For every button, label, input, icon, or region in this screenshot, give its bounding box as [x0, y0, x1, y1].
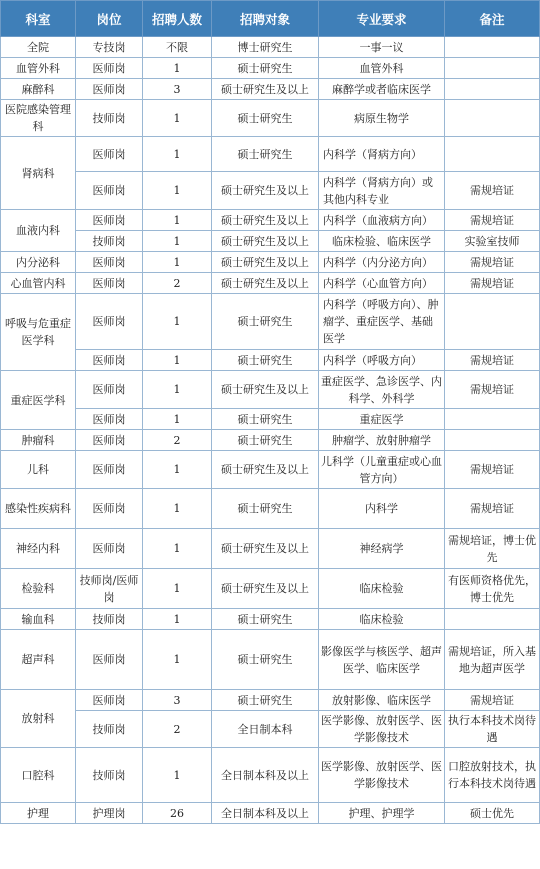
cell-target: 硕士研究生及以上 [212, 273, 319, 294]
cell-department: 输血科 [1, 609, 76, 630]
cell-headcount: 1 [143, 609, 212, 630]
header-row [1, 1, 540, 37]
cell-major: 一事一议 [319, 37, 445, 58]
table-row [1, 58, 540, 79]
cell-position: 医师岗 [76, 630, 143, 690]
cell-major: 临床检验 [319, 569, 445, 609]
cell-notes: 口腔放射技术，执行本科技术岗待遇 [445, 748, 540, 803]
cell-position: 技师岗 [76, 100, 143, 137]
cell-target: 硕士研究生 [212, 690, 319, 711]
cell-headcount: 1 [143, 231, 212, 252]
cell-target: 硕士研究生 [212, 350, 319, 371]
cell-headcount: 3 [143, 79, 212, 100]
cell-target: 全日制本科及以上 [212, 803, 319, 824]
cell-headcount: 1 [143, 371, 212, 409]
cell-department: 重症医学科 [1, 371, 76, 430]
table-row [1, 529, 540, 569]
cell-department: 内分泌科 [1, 252, 76, 273]
cell-department: 呼吸与危重症医学科 [1, 294, 76, 371]
cell-major: 内科学 [319, 489, 445, 529]
cell-position: 医师岗 [76, 273, 143, 294]
cell-major: 重症医学、急诊医学、内科学、外科学 [319, 371, 445, 409]
cell-department: 肾病科 [1, 137, 76, 210]
cell-target: 硕士研究生及以上 [212, 79, 319, 100]
cell-notes [445, 37, 540, 58]
cell-headcount: 26 [143, 803, 212, 824]
table-row [1, 210, 540, 231]
table-row [1, 748, 540, 803]
cell-position: 医师岗 [76, 294, 143, 350]
cell-major: 护理、护理学 [319, 803, 445, 824]
table-row [1, 489, 540, 529]
cell-target: 硕士研究生及以上 [212, 210, 319, 231]
cell-position: 医师岗 [76, 430, 143, 451]
cell-department: 感染性疾病科 [1, 489, 76, 529]
cell-department: 口腔科 [1, 748, 76, 803]
header-target: 招聘对象 [212, 1, 319, 37]
cell-notes: 需规培证 [445, 252, 540, 273]
cell-major: 内科学（心血管方向） [319, 273, 445, 294]
cell-position: 技师岗/医师岗 [76, 569, 143, 609]
cell-target: 全日制本科 [212, 711, 319, 748]
cell-notes: 需规培证 [445, 371, 540, 409]
cell-major: 血管外科 [319, 58, 445, 79]
cell-headcount: 不限 [143, 37, 212, 58]
cell-target: 硕士研究生 [212, 489, 319, 529]
cell-target: 硕士研究生及以上 [212, 172, 319, 210]
cell-department: 肿瘤科 [1, 430, 76, 451]
cell-major: 内科学（肾病方向） [319, 137, 445, 172]
cell-department: 检验科 [1, 569, 76, 609]
cell-headcount: 1 [143, 451, 212, 489]
cell-position: 技师岗 [76, 609, 143, 630]
cell-major: 内科学（呼吸方向） [319, 350, 445, 371]
cell-notes [445, 609, 540, 630]
cell-major: 内科学（呼吸方向）、肿瘤学、重症医学、基础医学 [319, 294, 445, 350]
cell-notes: 需规培证 [445, 210, 540, 231]
cell-target: 硕士研究生 [212, 630, 319, 690]
cell-target: 硕士研究生及以上 [212, 371, 319, 409]
cell-notes: 需规培证 [445, 451, 540, 489]
cell-position: 医师岗 [76, 252, 143, 273]
cell-department: 心血管内科 [1, 273, 76, 294]
cell-notes: 执行本科技术岗待遇 [445, 711, 540, 748]
table-row [1, 79, 540, 100]
cell-notes [445, 409, 540, 430]
cell-major: 肿瘤学、放射肿瘤学 [319, 430, 445, 451]
cell-target: 硕士研究生 [212, 609, 319, 630]
cell-target: 硕士研究生及以上 [212, 451, 319, 489]
table-row [1, 803, 540, 824]
cell-target: 全日制本科及以上 [212, 748, 319, 803]
cell-headcount: 1 [143, 294, 212, 350]
cell-target: 硕士研究生 [212, 137, 319, 172]
cell-target: 硕士研究生 [212, 58, 319, 79]
cell-department: 神经内科 [1, 529, 76, 569]
cell-notes: 需规培证 [445, 489, 540, 529]
cell-notes [445, 294, 540, 350]
table-row [1, 294, 540, 350]
cell-position: 医师岗 [76, 58, 143, 79]
header-notes: 备注 [445, 1, 540, 37]
table-row [1, 37, 540, 58]
cell-notes: 需规培证，所入基地为超声医学 [445, 630, 540, 690]
cell-department: 护理 [1, 803, 76, 824]
cell-notes: 需规培证，博士优先 [445, 529, 540, 569]
cell-notes: 需规培证 [445, 273, 540, 294]
cell-position: 医师岗 [76, 371, 143, 409]
table-row [1, 609, 540, 630]
table-row [1, 430, 540, 451]
cell-headcount: 1 [143, 252, 212, 273]
cell-headcount: 2 [143, 430, 212, 451]
cell-headcount: 2 [143, 273, 212, 294]
table-row [1, 137, 540, 172]
cell-notes: 需规培证 [445, 690, 540, 711]
cell-department: 血液内科 [1, 210, 76, 252]
table-row [1, 451, 540, 489]
cell-major: 内科学（内分泌方向） [319, 252, 445, 273]
cell-headcount: 3 [143, 690, 212, 711]
table-row [1, 100, 540, 137]
cell-position: 医师岗 [76, 451, 143, 489]
cell-target: 硕士研究生 [212, 409, 319, 430]
cell-position: 专技岗 [76, 37, 143, 58]
header-position: 岗位 [76, 1, 143, 37]
cell-major: 影像医学与核医学、超声医学、临床医学 [319, 630, 445, 690]
cell-position: 医师岗 [76, 172, 143, 210]
cell-notes [445, 79, 540, 100]
table-row [1, 273, 540, 294]
cell-major: 儿科学（儿童重症或心血管方向） [319, 451, 445, 489]
table-row [1, 630, 540, 690]
cell-target: 硕士研究生 [212, 294, 319, 350]
cell-major: 临床检验、临床医学 [319, 231, 445, 252]
cell-major: 麻醉学或者临床医学 [319, 79, 445, 100]
cell-headcount: 1 [143, 489, 212, 529]
cell-position: 技师岗 [76, 231, 143, 252]
cell-headcount: 1 [143, 137, 212, 172]
table-row [1, 231, 540, 252]
cell-department: 超声科 [1, 630, 76, 690]
table-row [1, 350, 540, 371]
cell-notes: 有医师资格优先，博士优先 [445, 569, 540, 609]
cell-notes: 实验室技师 [445, 231, 540, 252]
cell-department: 儿科 [1, 451, 76, 489]
table-row [1, 711, 540, 748]
cell-notes [445, 58, 540, 79]
header-department: 科室 [1, 1, 76, 37]
cell-headcount: 1 [143, 409, 212, 430]
cell-target: 硕士研究生及以上 [212, 569, 319, 609]
cell-position: 医师岗 [76, 350, 143, 371]
cell-headcount: 1 [143, 630, 212, 690]
cell-headcount: 1 [143, 569, 212, 609]
cell-major: 放射影像、临床医学 [319, 690, 445, 711]
cell-headcount: 1 [143, 748, 212, 803]
cell-department: 医院感染管理科 [1, 100, 76, 137]
table-row [1, 690, 540, 711]
cell-headcount: 2 [143, 711, 212, 748]
cell-position: 医师岗 [76, 409, 143, 430]
cell-position: 医师岗 [76, 137, 143, 172]
cell-target: 硕士研究生及以上 [212, 231, 319, 252]
cell-notes [445, 100, 540, 137]
cell-major: 医学影像、放射医学、医学影像技术 [319, 748, 445, 803]
cell-notes: 需规培证 [445, 172, 540, 210]
cell-headcount: 1 [143, 210, 212, 231]
cell-notes [445, 137, 540, 172]
cell-position: 医师岗 [76, 690, 143, 711]
header-headcount: 招聘人数 [143, 1, 212, 37]
cell-headcount: 1 [143, 100, 212, 137]
cell-position: 医师岗 [76, 529, 143, 569]
table-body [1, 37, 540, 824]
table-row [1, 569, 540, 609]
table-row [1, 252, 540, 273]
cell-target: 硕士研究生及以上 [212, 252, 319, 273]
table-row [1, 371, 540, 409]
table-row [1, 172, 540, 210]
table-row [1, 409, 540, 430]
cell-notes: 硕士优先 [445, 803, 540, 824]
cell-major: 医学影像、放射医学、医学影像技术 [319, 711, 445, 748]
cell-major: 病原生物学 [319, 100, 445, 137]
cell-position: 技师岗 [76, 748, 143, 803]
cell-target: 博士研究生 [212, 37, 319, 58]
cell-target: 硕士研究生 [212, 100, 319, 137]
header-major: 专业要求 [319, 1, 445, 37]
cell-position: 技师岗 [76, 711, 143, 748]
cell-major: 神经病学 [319, 529, 445, 569]
cell-target: 硕士研究生及以上 [212, 529, 319, 569]
cell-headcount: 1 [143, 350, 212, 371]
cell-department: 全院 [1, 37, 76, 58]
cell-major: 内科学（血液病方向） [319, 210, 445, 231]
cell-department: 血管外科 [1, 58, 76, 79]
cell-major: 临床检验 [319, 609, 445, 630]
cell-target: 硕士研究生 [212, 430, 319, 451]
cell-notes: 需规培证 [445, 350, 540, 371]
cell-headcount: 1 [143, 58, 212, 79]
cell-position: 医师岗 [76, 489, 143, 529]
cell-department: 麻醉科 [1, 79, 76, 100]
cell-headcount: 1 [143, 172, 212, 210]
cell-notes [445, 430, 540, 451]
cell-department: 放射科 [1, 690, 76, 748]
cell-position: 医师岗 [76, 79, 143, 100]
cell-position: 护理岗 [76, 803, 143, 824]
cell-headcount: 1 [143, 529, 212, 569]
cell-major: 重症医学 [319, 409, 445, 430]
cell-major: 内科学（肾病方向）或其他内科专业 [319, 172, 445, 210]
cell-position: 医师岗 [76, 210, 143, 231]
